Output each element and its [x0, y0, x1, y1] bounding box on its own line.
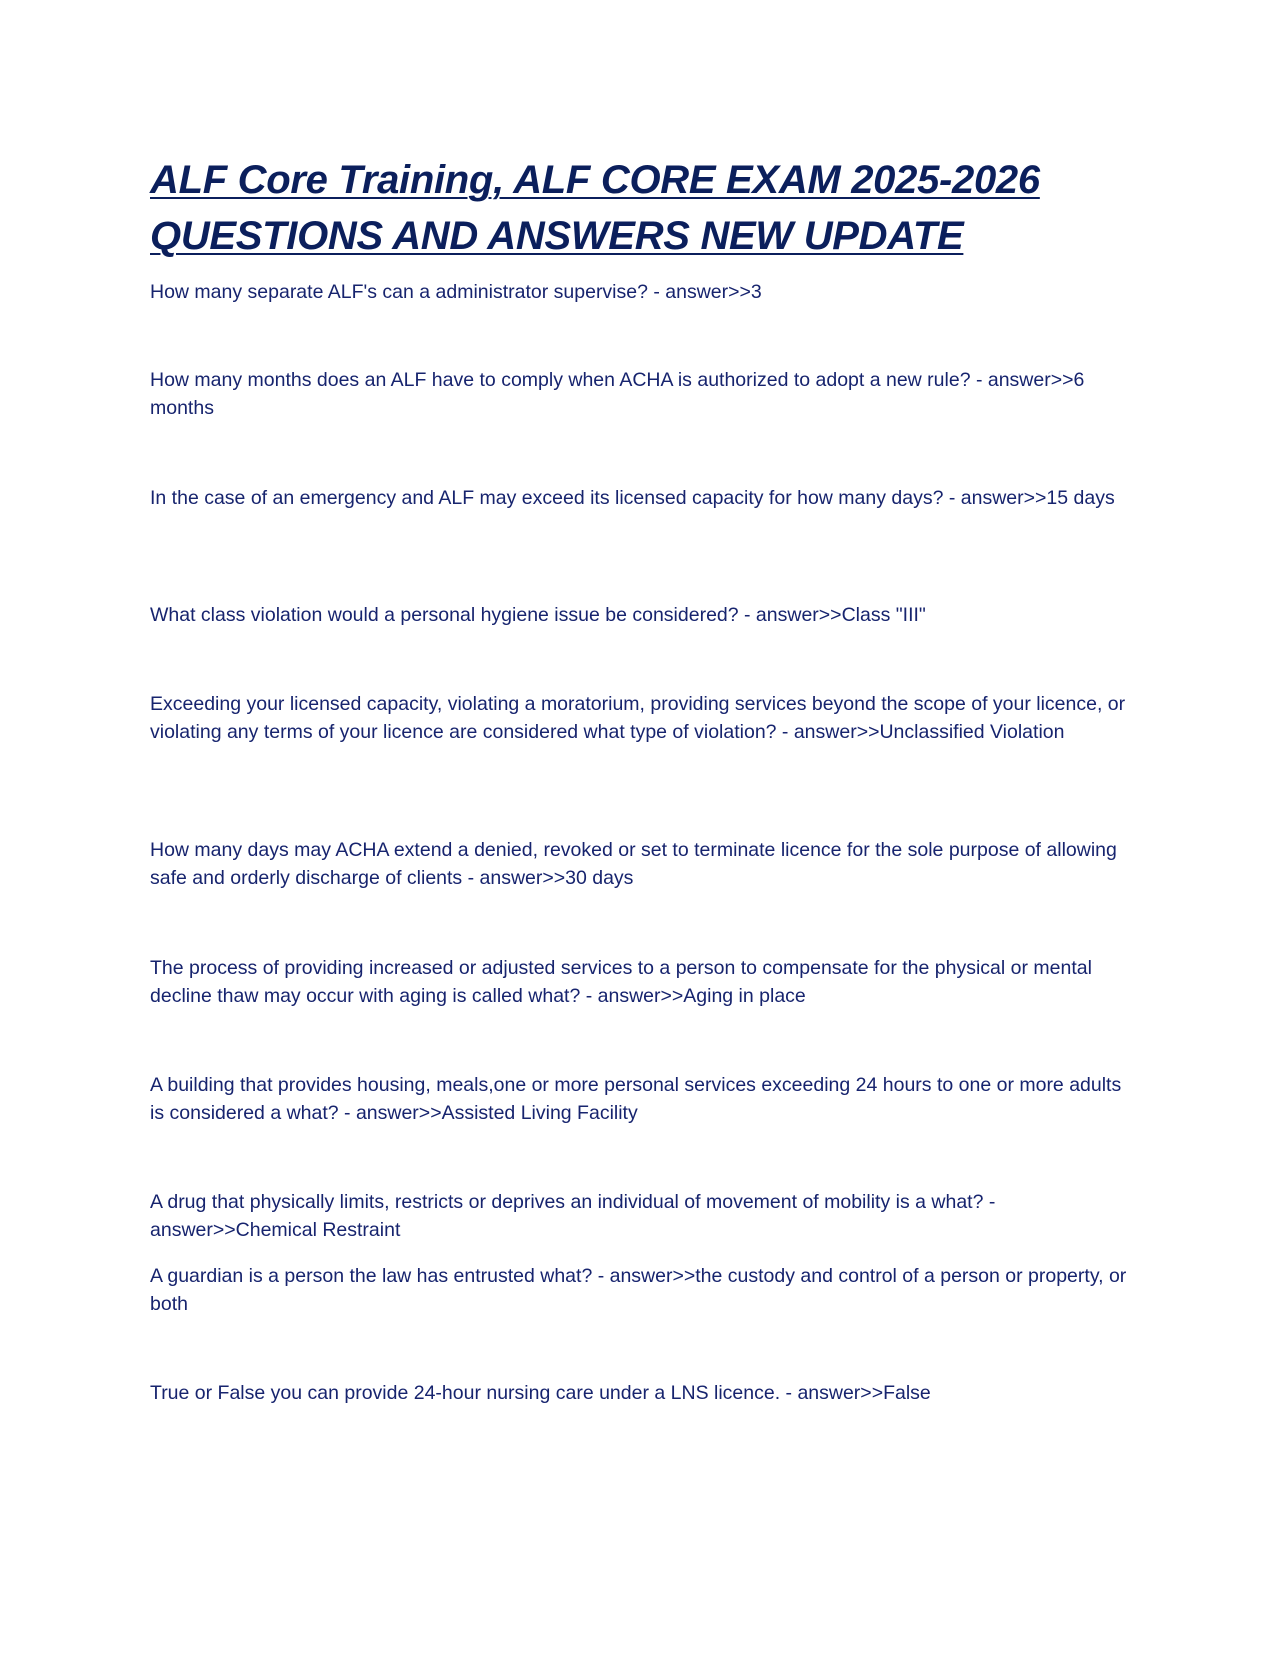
title-line-1: ALF Core Training, ALF CORE EXAM 2025-2026 — [150, 158, 1040, 202]
qa-item-4: What class violation would a personal hygiene issue be considered? - answer>>Class "III" — [150, 604, 926, 626]
qa-item-10: A guardian is a person the law has entrusted what? - answer>>the custody and control of a person or property, or both — [150, 1265, 1127, 1315]
qa-item-3: In the case of an emergency and ALF may exceed its licensed capacity for how many days? - answer>>15 days — [150, 487, 1115, 509]
qa-item-1: How many separate ALF's can a administrator supervise? - answer>>3 — [150, 281, 762, 303]
document-title — [150, 152, 1150, 264]
title-line-2: QUESTIONS AND ANSWERS NEW UPDATE — [150, 214, 964, 258]
qa-item-6: How many days may ACHA extend a denied, revoked or set to terminate licence for the sole purpose of allowing safe and orderly discharge of clients - answer>>30 days — [150, 839, 1117, 889]
qa-item-9: A drug that physically limits, restricts or deprives an individual of movement of mobility is a what? - answer>>Chemical Restraint — [150, 1191, 996, 1241]
qa-item-7: The process of providing increased or adjusted services to a person to compensate for the physical or mental decline thaw may occur with aging is called what? - answer>>Aging in place — [150, 957, 1092, 1007]
qa-item-8: A building that provides housing, meals,one or more personal services exceeding 24 hours to one or more adults is considered a what? - answer>>Assisted Living Facility — [150, 1074, 1122, 1124]
qa-item-5: Exceeding your licensed capacity, violating a moratorium, providing services beyond the scope of your licence, or violating any terms of your licence are considered what type of violation? - answer>>Unclassified Violation — [150, 693, 1126, 743]
qa-item-2: How many months does an ALF have to comply when ACHA is authorized to adopt a new rule? - answer>>6 months — [150, 369, 1085, 419]
qa-item-11: True or False you can provide 24-hour nursing care under a LNS licence. - answer>>False — [150, 1382, 931, 1404]
